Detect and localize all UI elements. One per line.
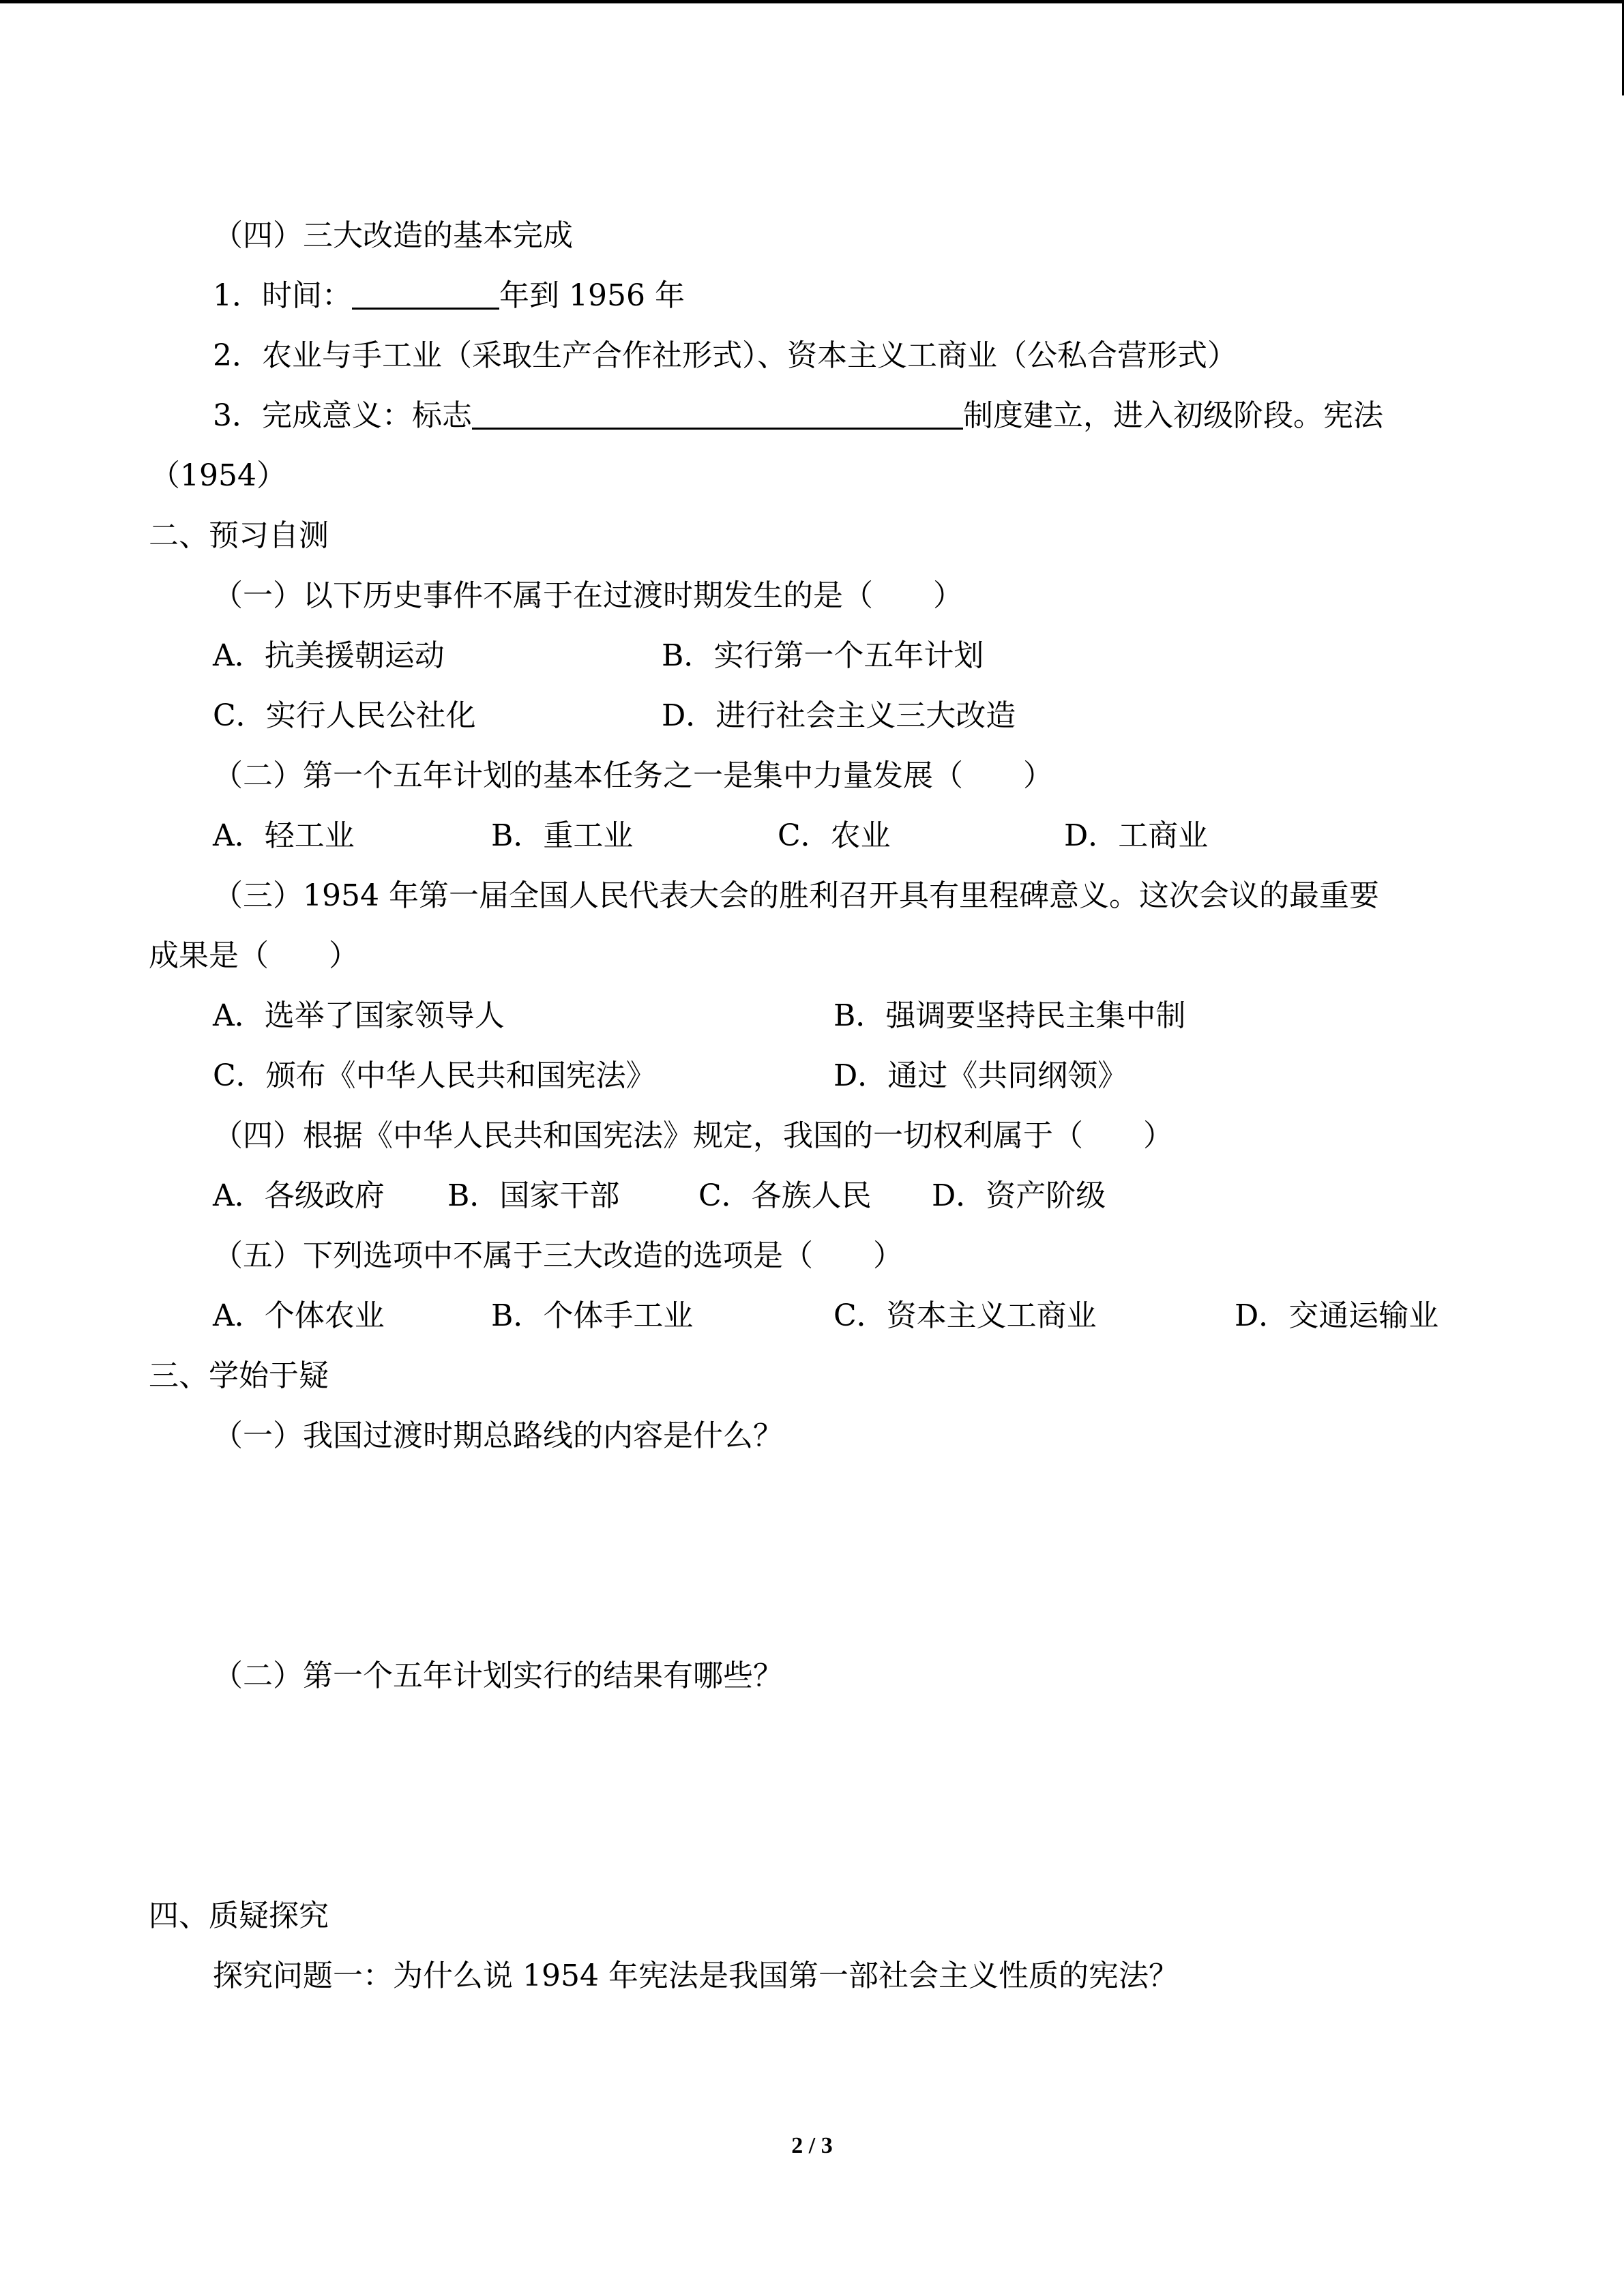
- item3-blank: [472, 396, 963, 430]
- part4-heading: 四、质疑探究: [149, 1898, 329, 1933]
- q2-stem: （二）第一个五年计划的基本任务之一是集中力量发展（ ）: [213, 758, 1053, 793]
- q1-stem: （一）以下历史事件不属于在过渡时期发生的是（ ）: [213, 578, 963, 613]
- page-top-border: [0, 0, 1624, 3]
- item3-label: 3．完成意义：标志: [213, 398, 472, 433]
- q3-stem: （三）1954 年第一届全国人民代表大会的胜利召开具有里程碑意义。这次会议的最重要: [213, 878, 1379, 913]
- item1-rest: 年到 1956 年: [499, 278, 685, 313]
- q5-option-a: A．个体农业: [213, 1298, 385, 1333]
- q3-option-c: C．颁布《中华人民共和国宪法》: [213, 1058, 656, 1093]
- q5-option-d: D．交通运输业: [1235, 1298, 1439, 1333]
- q2-option-d: D．工商业: [1064, 818, 1209, 853]
- q5-stem: （五）下列选项中不属于三大改造的选项是（ ）: [213, 1238, 903, 1273]
- item3-continuation: （1954）: [150, 458, 286, 493]
- part2-heading: 二、预习自测: [149, 518, 329, 553]
- item1-line: [213, 275, 685, 316]
- section4-heading: （四）三大改造的基本完成: [213, 218, 573, 253]
- q3-stem-continuation: 成果是（ ）: [149, 938, 359, 973]
- item3-line: [213, 396, 1383, 436]
- q4-option-b: B．国家干部: [447, 1178, 620, 1213]
- q4-option-a: A．各级政府: [213, 1178, 385, 1213]
- part3-question-2: （二）第一个五年计划实行的结果有哪些？: [213, 1658, 783, 1693]
- part3-question-1: （一）我国过渡时期总路线的内容是什么？: [213, 1418, 783, 1453]
- item1-blank: [352, 276, 499, 310]
- q3-option-a: A．选举了国家领导人: [213, 998, 505, 1033]
- item1-label: 1．时间：: [213, 278, 352, 313]
- q1-option-b: B．实行第一个五年计划: [662, 638, 984, 673]
- q2-option-a: A．轻工业: [213, 818, 355, 853]
- q2-option-b: B．重工业: [491, 818, 634, 853]
- q1-option-a: A．抗美援朝运动: [213, 638, 445, 673]
- part4-question-1: 探究问题一：为什么说 1954 年宪法是我国第一部社会主义性质的宪法？: [213, 1958, 1179, 1993]
- q1-option-c: C．实行人民公社化: [213, 698, 476, 733]
- q4-option-c: C．各族人民: [698, 1178, 872, 1213]
- item2-line: 2．农业与手工业（采取生产合作社形式）、资本主义工商业（公私合营形式）: [213, 338, 1237, 373]
- q4-stem: （四）根据《中华人民共和国宪法》规定，我国的一切权利属于（ ）: [213, 1118, 1173, 1153]
- q5-option-c: C．资本主义工商业: [833, 1298, 1097, 1333]
- part3-heading: 三、学始于疑: [149, 1358, 329, 1393]
- q3-option-d: D．通过《共同纲领》: [833, 1058, 1128, 1093]
- q2-option-c: C．农业: [778, 818, 891, 853]
- item3-rest: 制度建立，进入初级阶段。宪法: [963, 398, 1383, 433]
- q3-option-b: B．强调要坚持民主集中制: [833, 998, 1186, 1033]
- q1-option-d: D．进行社会主义三大改造: [662, 698, 1016, 733]
- q5-option-b: B．个体手工业: [491, 1298, 694, 1333]
- q4-option-d: D．资产阶级: [932, 1178, 1106, 1213]
- page-number: 2 / 3: [791, 2133, 833, 2158]
